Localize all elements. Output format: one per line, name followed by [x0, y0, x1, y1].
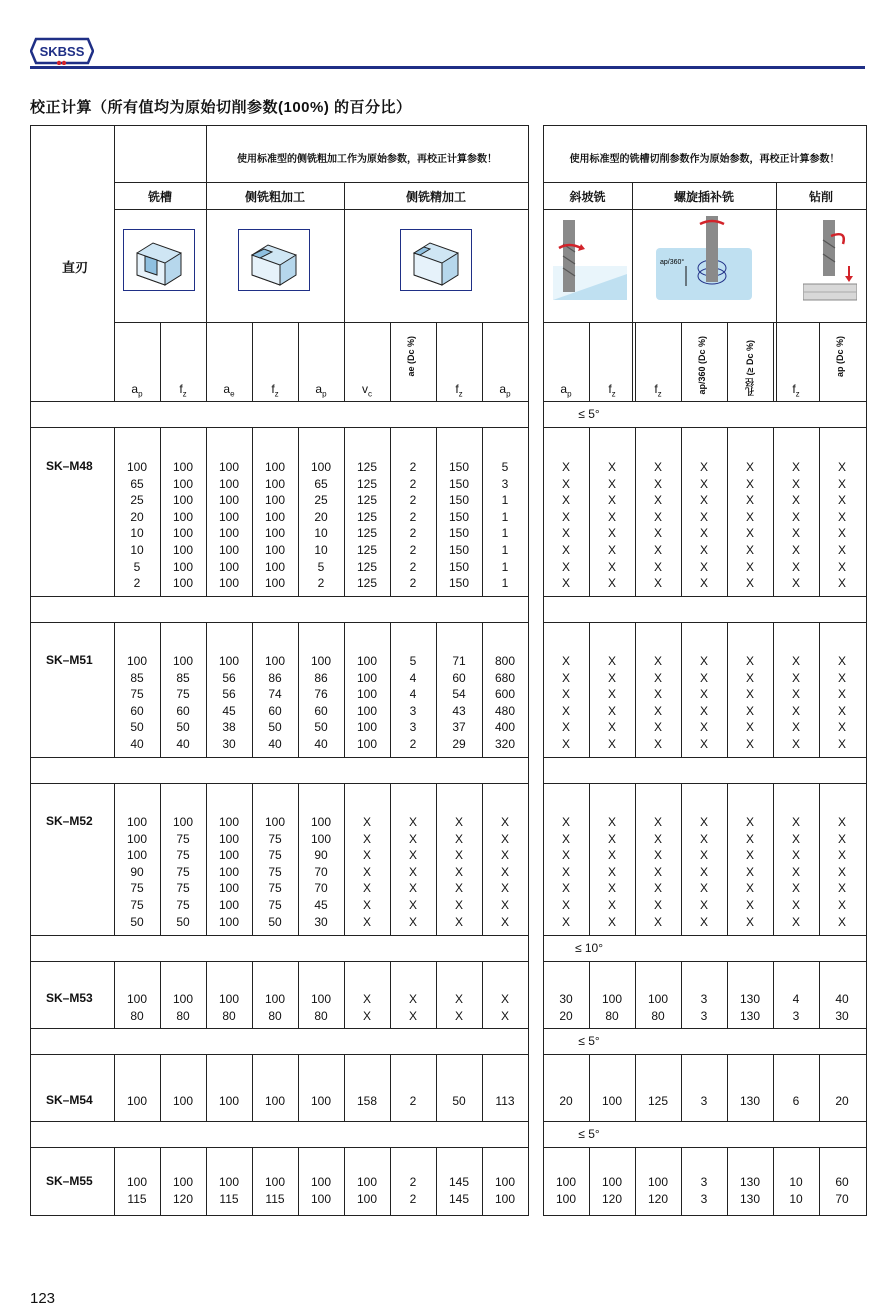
table-cell: 100 65 25 20 10 10 5 2	[126, 460, 148, 591]
table-cell: 71 60 54 43 37 29	[452, 654, 466, 751]
table-cell: 100	[601, 1094, 623, 1108]
column-header-15	[773, 382, 819, 398]
column-header-5	[298, 382, 344, 398]
table-cell: X X X X X X X X	[607, 460, 616, 591]
table-cell: X X X X X X	[699, 654, 708, 751]
table-cell: X X X X X X	[561, 654, 570, 751]
column-header-9	[482, 382, 528, 398]
table-cell: 100 100	[356, 1175, 378, 1206]
table-cell: 100 100 90 70 70 45 30	[310, 815, 332, 929]
table-cell: 100 86 74 60 50 40	[264, 654, 286, 751]
table-cell: X X X X X X X X	[653, 460, 662, 591]
column-header-2-symbol: f	[179, 382, 183, 396]
table-cell: 100	[172, 1094, 194, 1108]
table-cell: X X X X X X X	[454, 815, 463, 929]
table-cell: 100	[310, 1094, 332, 1108]
row-label: SK–M51	[46, 653, 93, 667]
table-cell: X X X X X X X X	[745, 460, 754, 591]
column-header-2-subscript: z	[182, 389, 187, 399]
condition-m53: ≤ 10°	[574, 941, 604, 955]
table-cell: 100	[218, 1094, 240, 1108]
column-header-4-subscript: z	[274, 389, 279, 399]
column-header-11-symbol: f	[608, 382, 612, 396]
side-roughing-icon	[238, 229, 310, 296]
row-label: SK–M52	[46, 814, 93, 828]
table-cell: 5 3 1 1 1 1 1 1	[501, 460, 509, 591]
ramp-milling-icon	[553, 214, 627, 307]
table-cell: 5 4 4 3 3 2	[409, 654, 417, 751]
table-cell: 100 100	[310, 1175, 332, 1206]
group-helical: 螺旋插补铣	[673, 190, 734, 204]
table-cell: 3	[700, 1094, 708, 1108]
table-cell: X X X X X X X	[607, 815, 616, 929]
helical-label: ap/360°	[660, 259, 685, 266]
helical-interpolation-icon	[656, 214, 752, 307]
column-header-6	[344, 382, 390, 398]
column-header-12-subscript: z	[657, 389, 662, 399]
column-header-1-subscript: p	[138, 389, 143, 399]
table-cell: 100 100	[494, 1175, 516, 1206]
table-cell: 100 120	[601, 1175, 623, 1206]
row-label: SK–M48	[46, 459, 93, 473]
column-header-4-symbol: f	[271, 382, 275, 396]
table-cell: 50	[452, 1094, 466, 1108]
table-cell: 100 100 100 90 75 75 50	[126, 815, 148, 929]
table-cell: 158	[356, 1094, 378, 1108]
table-cell: 2 2	[409, 1175, 417, 1206]
table-cell: X X X X X X X X	[699, 460, 708, 591]
column-header-9-subscript: p	[506, 389, 511, 399]
column-header-3-symbol: a	[223, 382, 231, 396]
table-cell: 30 20	[559, 992, 573, 1023]
column-header-11-subscript: z	[611, 389, 616, 399]
table-cell: 100 80	[310, 992, 332, 1023]
row-label: SK–M53	[46, 991, 93, 1005]
logo-text: SKBSS	[39, 44, 85, 59]
table-cell: 125	[647, 1094, 669, 1108]
column-header-7: ae (Dc %)	[406, 336, 416, 377]
table-cell: 150 150 150 150 150 150 150 150	[448, 460, 470, 591]
table-cell: 130 130	[739, 992, 761, 1023]
column-header-10	[543, 382, 589, 398]
instruction-right: 使用标准型的铣槽切削参数作为原始参数，再校正计算参数！	[569, 154, 840, 165]
table-cell: X X X X X X X	[561, 815, 570, 929]
column-header-5-symbol: a	[315, 382, 323, 396]
table-cell: X X	[408, 992, 417, 1023]
column-header-6-symbol: v	[362, 382, 368, 396]
table-cell: 100 120	[647, 1175, 669, 1206]
column-header-14: 孔径 (≥ Dc %)	[745, 340, 755, 396]
column-header-10-subscript: p	[567, 389, 572, 399]
table-cell: 100 85 75 60 50 40	[172, 654, 194, 751]
column-header-15-symbol: f	[792, 382, 796, 396]
condition-m48: ≤ 5°	[578, 407, 600, 421]
drilling-icon	[803, 214, 857, 307]
table-cell: 100 56 56 45 38 30	[218, 654, 240, 751]
table-cell: X X X X X X	[791, 654, 800, 751]
table-cell: 145 145	[448, 1175, 470, 1206]
instruction-left: 使用标准型的侧铣粗加工作为原始参数，再校正计算参数！	[237, 154, 497, 165]
condition-m54: ≤ 5°	[578, 1034, 600, 1048]
column-header-8-symbol: f	[455, 382, 459, 396]
table-cell: X X X X X X X	[745, 815, 754, 929]
table-cell: 100 120	[172, 1175, 194, 1206]
table-cell: X X X X X X X X	[837, 460, 846, 591]
table-cell: X X	[454, 992, 463, 1023]
table-cell: X X X X X X X X	[791, 460, 800, 591]
column-header-16: ap (Dc %)	[835, 336, 845, 378]
table-cell: 100 65 25 20 10 10 5 2	[310, 460, 332, 591]
table-cell: 100	[264, 1094, 286, 1108]
group-ramp: 斜坡铣	[569, 190, 606, 204]
column-header-12-symbol: f	[654, 382, 658, 396]
table-cell: 6	[792, 1094, 800, 1108]
table-cell: 2 2 2 2 2 2 2 2	[409, 460, 417, 591]
group-slot: 铣槽	[147, 190, 172, 204]
table-cell: 40 30	[835, 992, 849, 1023]
table-cell: X X X X X X X X	[561, 460, 570, 591]
column-header-5-subscript: p	[322, 389, 327, 399]
table-cell: X X X X X X X	[653, 815, 662, 929]
column-header-12	[635, 382, 681, 398]
table-cell: 100 100 100 100 100 100 100 100	[218, 460, 240, 591]
column-header-2	[160, 382, 206, 398]
column-header-8-subscript: z	[458, 389, 463, 399]
table-cell: 3 3	[700, 1175, 708, 1206]
table-cell: X X X X X X X	[699, 815, 708, 929]
table-cell: X X X X X X X	[362, 815, 371, 929]
table-cell: 130 130	[739, 1175, 761, 1206]
table-cell: X X X X X X X	[408, 815, 417, 929]
column-header-4	[252, 382, 298, 398]
group-side-rough: 侧铣粗加工	[244, 190, 305, 204]
page-title: 校正计算（所有值均为原始切削参数(100%) 的百分比）	[30, 99, 412, 116]
column-header-9-symbol: a	[499, 382, 507, 396]
table-cell: 100 100 100 100 100 100 100 100	[264, 460, 286, 591]
column-header-3	[206, 382, 252, 398]
table-cell: 4 3	[792, 992, 800, 1023]
table-cell: 100 100 100 100 100 100 100	[218, 815, 240, 929]
table-cell: 100 75 75 75 75 75 50	[172, 815, 194, 929]
table-cell: 100 80	[601, 992, 623, 1023]
group-drill: 钻削	[808, 190, 833, 204]
table-cell: 130	[739, 1094, 761, 1108]
column-header-8	[436, 382, 482, 398]
row-label: SK–M54	[46, 1093, 93, 1107]
table-cell: X X	[362, 992, 371, 1023]
side-finishing-icon	[400, 229, 472, 296]
table-cell: X X X X X X	[745, 654, 754, 751]
column-header-10-symbol: a	[560, 382, 568, 396]
table-cell: 100 80	[264, 992, 286, 1023]
slot-milling-icon	[123, 229, 195, 296]
column-header-6-subscript: c	[368, 389, 372, 399]
table-cell: X X X X X X	[653, 654, 662, 751]
table-cell: 100 80	[218, 992, 240, 1023]
table-cell: 100 80	[126, 992, 148, 1023]
table-cell: X X X X X X X	[500, 815, 509, 929]
table-cell: 100 80	[647, 992, 669, 1023]
table-cell: 60 70	[835, 1175, 849, 1206]
table-cell: 100 115	[126, 1175, 148, 1206]
condition-m55: ≤ 5°	[578, 1127, 600, 1141]
group-side-finish: 侧铣精加工	[405, 190, 466, 204]
column-header-1-symbol: a	[131, 382, 139, 396]
table-cell: 3 3	[700, 992, 708, 1023]
column-header-15-subscript: z	[795, 389, 800, 399]
row-header-label: 直刃	[62, 260, 89, 275]
table-cell: 100 86 76 60 50 40	[310, 654, 332, 751]
table-cell: X X	[500, 992, 509, 1023]
column-header-3-subscript: e	[230, 389, 235, 399]
table-cell: 20	[835, 1094, 849, 1108]
table-cell: 100	[126, 1094, 148, 1108]
table-cell: 800 680 600 480 400 320	[494, 654, 516, 751]
table-cell: 125 125 125 125 125 125 125 125	[356, 460, 378, 591]
table-cell: 100 80	[172, 992, 194, 1023]
table-cell: 2	[409, 1094, 417, 1108]
table-cell: X X X X X X X	[837, 815, 846, 929]
table-cell: 10 10	[789, 1175, 803, 1206]
table-cell: 100 85 75 60 50 40	[126, 654, 148, 751]
page-number: 123	[30, 1290, 56, 1307]
table-cell: 100 115	[264, 1175, 286, 1206]
table-cell: 20	[559, 1094, 573, 1108]
column-header-13: ap/360 (Dc %)	[697, 336, 707, 395]
table-cell: X X X X X X	[837, 654, 846, 751]
column-header-11	[589, 382, 635, 398]
table-cell: X X X X X X	[607, 654, 616, 751]
table-cell: 100 100 100 100 100 100	[356, 654, 378, 751]
column-header-1	[114, 382, 160, 398]
table-cell: 100 100	[555, 1175, 577, 1206]
row-label: SK–M55	[46, 1174, 93, 1188]
table-cell: 100 100 100 100 100 100 100 100	[172, 460, 194, 591]
table-cell: 100 75 75 75 75 75 50	[264, 815, 286, 929]
table-cell: 113	[495, 1094, 515, 1108]
table-cell: X X X X X X X	[791, 815, 800, 929]
table-cell: 100 115	[218, 1175, 240, 1206]
